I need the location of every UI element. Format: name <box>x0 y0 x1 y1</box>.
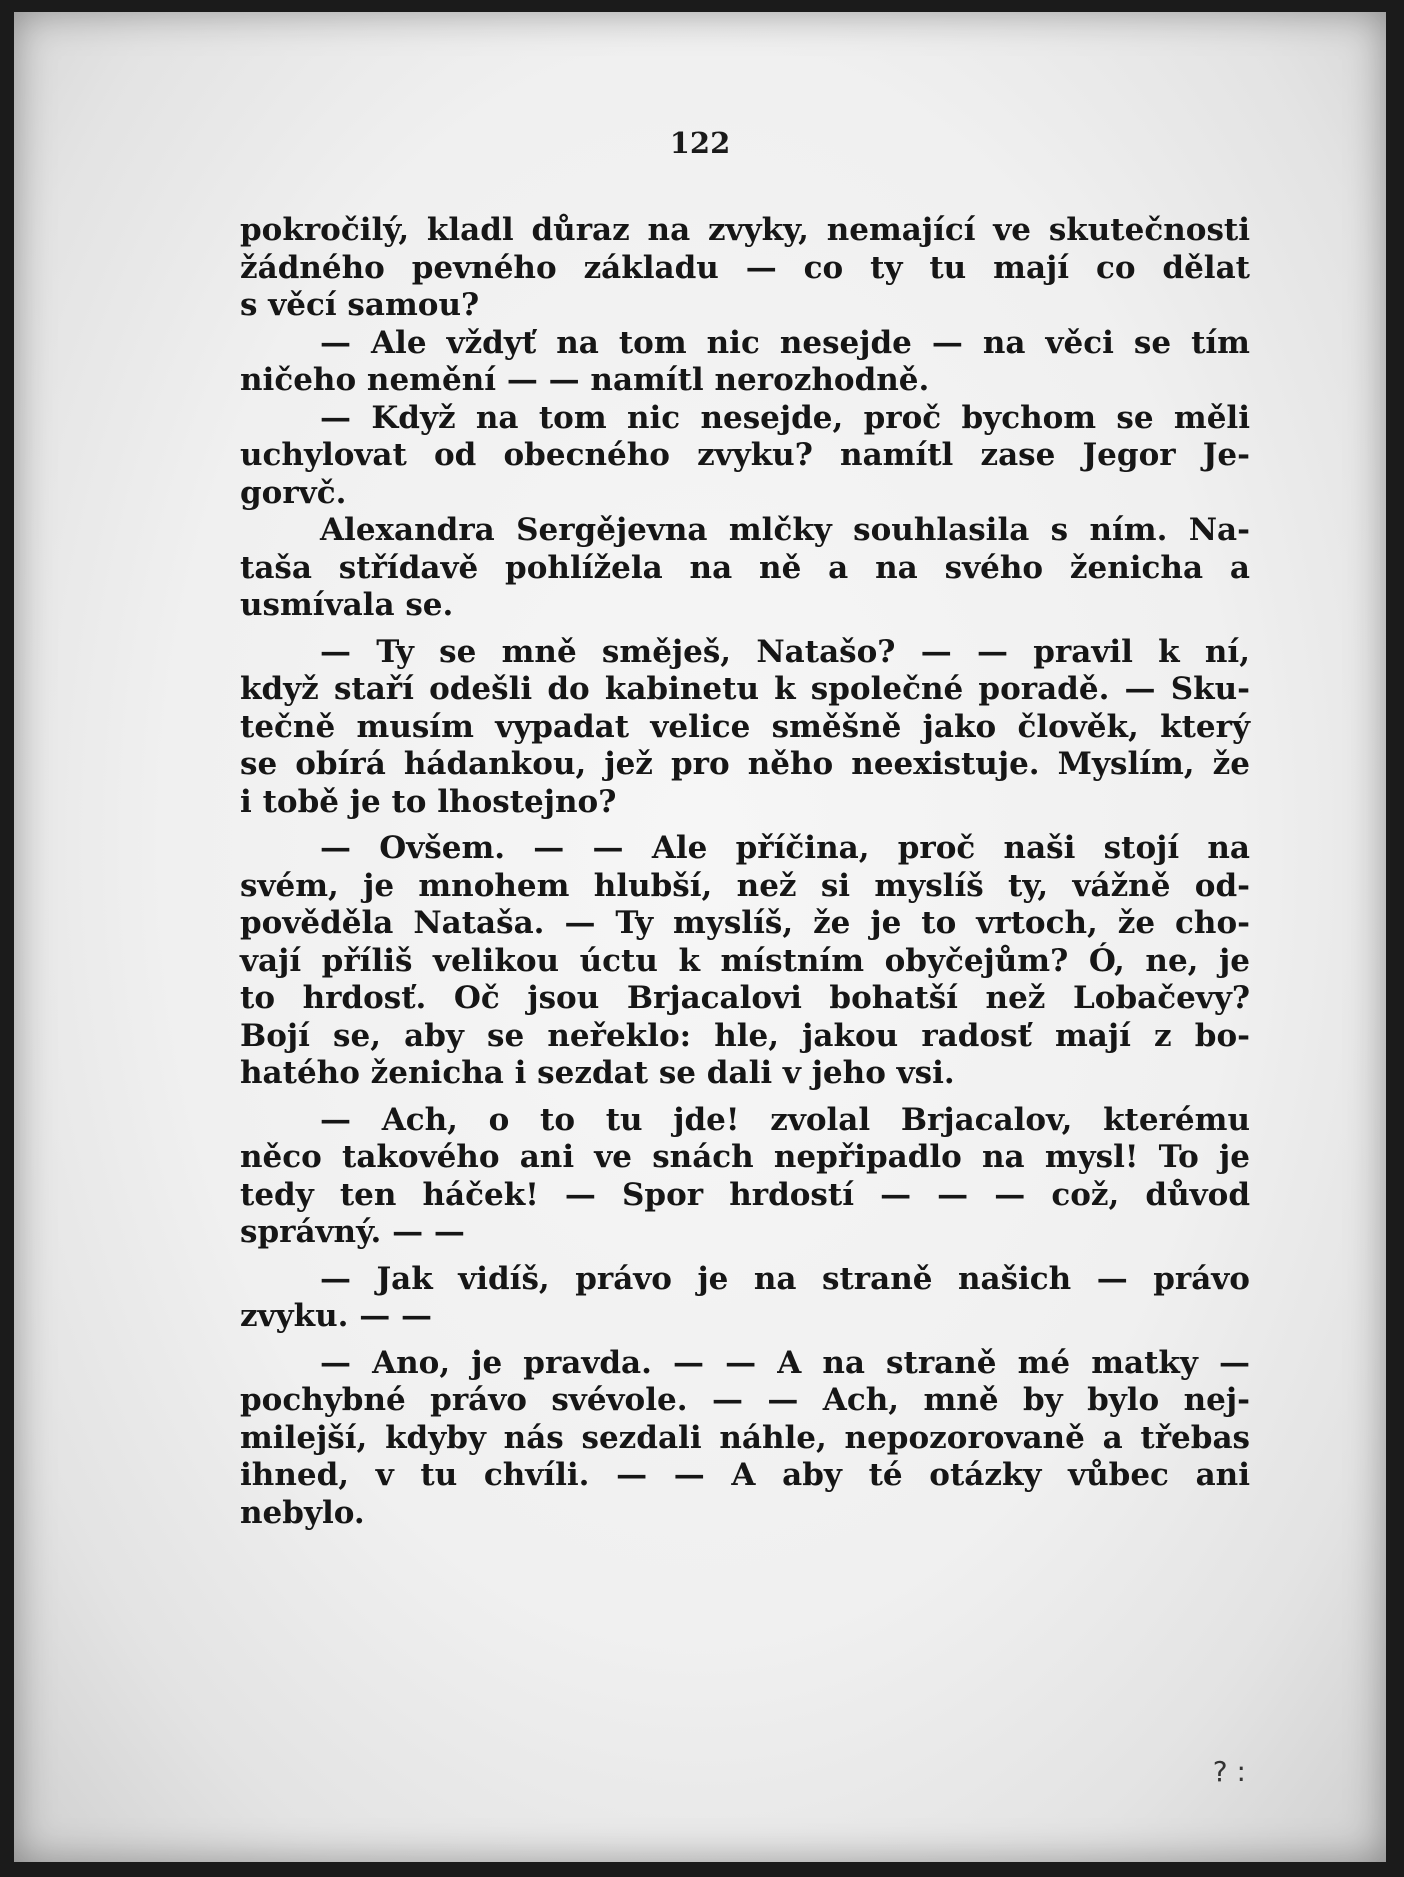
text-line: pochybné právo svévole. — — Ach, mně by bylo nej- <box>240 1382 1250 1418</box>
text-line: když staří odešli do kabinetu k společné poradě. — Sku- <box>240 671 1250 707</box>
text-line: uchylovat od obecného zvyku? namítl zase Jegor Je- <box>240 437 1250 473</box>
text-line: zvyku. — — <box>240 1298 433 1334</box>
text-line: vají příliš velikou úctu k místním obyčejům? Ó, ne, je <box>240 942 1250 979</box>
text-line: — Když na tom nic nesejde, proč bychom se měli <box>320 399 1250 436</box>
text-line: — Ty se mně směješ, Natašo? — — pravil k ní, <box>320 633 1250 670</box>
text-line: — Ano, je pravda. — — A na straně mé matky — <box>320 1344 1250 1381</box>
text-line: ničeho nemění — — namítl nerozhodně. <box>240 362 930 398</box>
text-line: správný. — — <box>240 1214 465 1250</box>
text-line: něco takového ani ve snách nepřipadlo na mysl! To je <box>240 1139 1250 1175</box>
text-line: — Ovšem. — — Ale příčina, proč naši stojí na <box>320 830 1250 866</box>
text-line: pokročilý, kladl důraz na zvyky, nemající ve skutečnosti <box>240 212 1250 248</box>
text-line: svém, je mnohem hlubší, než si myslíš ty, vážně od- <box>240 867 1250 904</box>
text-line: ihned, v tu chvíli. — — A aby té otázky vůbec ani <box>240 1457 1250 1493</box>
text-line: tečně musím vypadat velice směšně jako člověk, který <box>240 708 1250 745</box>
text-line: se obírá hádankou, jež pro něho neexistuje. Myslím, že <box>240 746 1250 782</box>
text-line: tedy ten háček! — Spor hrdostí — — — což, důvod <box>240 1176 1250 1213</box>
text-line: — Ach, o to tu jde! zvolal Brjacalov, kterému <box>320 1101 1250 1138</box>
book-page <box>14 12 1386 1862</box>
text-line: s věcí samou? <box>240 287 480 323</box>
text-line: — Jak vidíš, právo je na straně našich — právo <box>320 1260 1250 1297</box>
text-line: pověděla Nataša. — Ty myslíš, že je to vrtoch, že cho- <box>240 905 1250 941</box>
corner-mark: ? : <box>1212 1755 1246 1788</box>
text-line: i tobě je to lhostejno? <box>240 783 617 820</box>
text-line: Bojí se, aby se neřeklo: hle, jakou radosť mají z bo- <box>240 1017 1250 1054</box>
text-line: to hrdosť. Oč jsou Brjacalovi bohatší než Lobačevy? <box>240 980 1250 1016</box>
text-line: hatého ženicha i sezdat se dali v jeho vsi. <box>240 1055 955 1091</box>
text-line: taša střídavě pohlížela na ně a na svého ženicha a <box>240 549 1250 586</box>
body-text <box>240 212 1250 1532</box>
text-line: nebylo. <box>240 1494 365 1531</box>
text-line: Alexandra Sergějevna mlčky souhlasila s ním. Na- <box>320 512 1250 548</box>
text-line: — Ale vždyť na tom nic nesejde — na věci se tím <box>320 324 1250 361</box>
text-line: žádného pevného základu — co ty tu mají co dělat <box>240 249 1250 286</box>
text-line: gorvč. <box>240 474 347 511</box>
page-number: 122 <box>669 126 731 160</box>
text-line: milejší, kdyby nás sezdali náhle, nepozorovaně a třebas <box>240 1419 1250 1456</box>
text-line: usmívala se. <box>240 587 454 623</box>
